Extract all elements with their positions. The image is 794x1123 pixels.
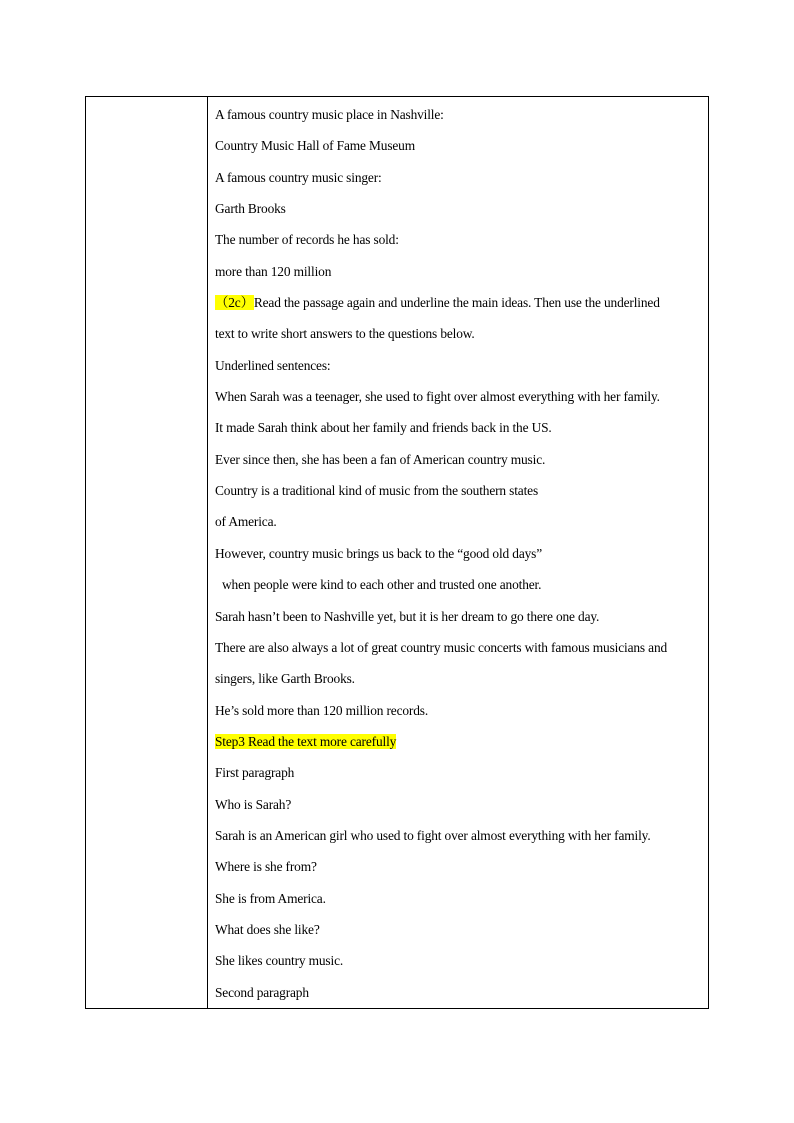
text-line: What does she like? bbox=[215, 921, 320, 937]
content-cell bbox=[208, 97, 709, 1009]
left-cell bbox=[86, 97, 208, 1009]
text-line: of America. bbox=[215, 514, 277, 530]
text-line: text to write short answers to the questions below. bbox=[215, 326, 475, 342]
text-line: Sarah hasn’t been to Nashville yet, but it is her dream to go there one day. bbox=[215, 608, 600, 624]
text-line: Underlined sentences: bbox=[215, 357, 331, 373]
table-row bbox=[86, 97, 709, 1009]
text-line: Garth Brooks bbox=[215, 201, 286, 217]
text-line: more than 120 million bbox=[215, 263, 332, 279]
text-line: Country Music Hall of Fame Museum bbox=[215, 138, 415, 154]
text-line: When Sarah was a teenager, she used to fight over almost everything with her family. bbox=[215, 389, 660, 405]
text-line: singers, like Garth Brooks. bbox=[215, 671, 355, 687]
text-line: However, country music brings us back to the “good old days” bbox=[215, 545, 543, 561]
text-line: Second paragraph bbox=[215, 984, 309, 1000]
lesson-table bbox=[85, 96, 709, 1009]
text-line: Where is she from? bbox=[215, 859, 317, 875]
text-line: First paragraph bbox=[215, 765, 295, 781]
text-line: There are also always a lot of great country music concerts with famous musicians and bbox=[215, 639, 668, 655]
text-line: Ever since then, she has been a fan of American country music. bbox=[215, 451, 546, 467]
text-line: Country is a traditional kind of music from the southern states bbox=[215, 483, 539, 499]
text-line: He’s sold more than 120 million records. bbox=[215, 702, 429, 718]
text-line: A famous country music singer: bbox=[215, 169, 382, 185]
text-line: The number of records he has sold: bbox=[215, 232, 399, 248]
step3-heading: Step3 Read the text more carefully bbox=[215, 733, 397, 749]
text-line: She is from America. bbox=[215, 890, 326, 906]
text-line: Who is Sarah? bbox=[215, 796, 292, 812]
text-line: when people were kind to each other and trusted one another. bbox=[222, 577, 542, 593]
text-line bbox=[215, 287, 708, 318]
text-line: A famous country music place in Nashville: bbox=[215, 107, 444, 122]
text-line: It made Sarah think about her family and friends back in the US. bbox=[215, 420, 552, 436]
instruction-text: Read the passage again and underline the main ideas. Then use the underlined bbox=[253, 295, 660, 311]
section-marker-2c: （2c） bbox=[215, 295, 254, 311]
text-line: She likes country music. bbox=[215, 953, 344, 969]
content-lines bbox=[208, 97, 708, 1008]
text-line: Sarah is an American girl who used to fight over almost everything with her family. bbox=[215, 827, 651, 843]
text-line bbox=[215, 726, 708, 757]
